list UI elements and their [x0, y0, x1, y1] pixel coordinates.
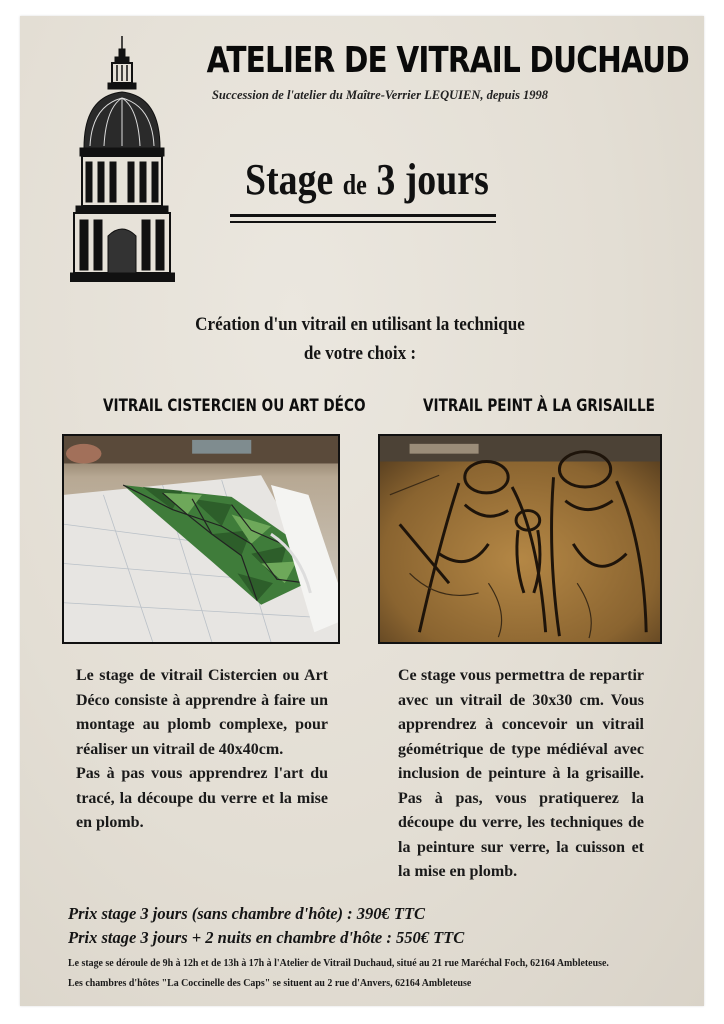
atelier-subtitle: Succession de l'atelier du Maître-Verrier LEQUIEN, depuis 1998: [211, 88, 549, 102]
cistercien-paragraph-1: Le stage de vitrail Cistercien ou Art Déco consiste à apprendre à faire un montage au plomb complexe, pour réaliser un vitrail de 40x40cm.: [76, 667, 328, 758]
cistercien-paragraph-2: Pas à pas vous apprendrez l'art du tracé, la découpe du verre et la mise en plomb.: [76, 765, 328, 831]
grisaille-paragraph-1: Ce stage vous permettra de repartir avec un vitrail de 30x30 cm. Vous apprendrez à concevoir un vitrail géométrique de type médiéval avec inclusion de peinture à la grisaille. Pas à pas, vous pratiquerez la découpe du verre, les techniques de la peinture sur verre, la cuisson et la mise en plomb.: [398, 667, 644, 880]
cistercien-heading: VITRAIL CISTERCIEN OU ART DÉCO: [103, 396, 366, 416]
price-without-room: Prix stage 3 jours (sans chambre d'hôte) : 390€ TTC: [68, 904, 426, 923]
flyer-page: [20, 16, 704, 1006]
green-stained-glass-photo: [62, 434, 340, 644]
intro-line-1: Création d'un vitrail en utilisant la technique: [195, 314, 525, 335]
title-rule: [230, 214, 496, 217]
price-with-room: Prix stage 3 jours + 2 nuits en chambre d'hôte : 550€ TTC: [68, 928, 465, 947]
grisaille-painting-photo: [378, 434, 662, 644]
grisaille-description: [398, 664, 644, 885]
intro-text: [153, 310, 567, 368]
schedule-address-info: Le stage se déroule de 9h à 12h et de 13h à 17h à l'Atelier de Vitrail Duchaud, situé au 21 rue Maréchal Foch, 62164 Ambleteuse.: [68, 957, 609, 969]
title-rule-thin: [230, 221, 496, 223]
grisaille-heading: VITRAIL PEINT À LA GRISAILLE: [423, 396, 655, 416]
dome-illustration: [70, 36, 175, 282]
stage-title: [245, 154, 489, 205]
cistercien-description: [76, 664, 328, 836]
stage-word: Stage: [245, 155, 334, 204]
stage-de: de: [342, 170, 367, 201]
stage-duration: 3 jours: [376, 155, 489, 204]
guesthouse-address-info: Les chambres d'hôtes "La Coccinelle des Caps" se situent au 2 rue d'Anvers, 62164 Ambleteuse: [68, 977, 472, 989]
intro-line-2: de votre choix :: [303, 343, 417, 364]
atelier-title: ATELIER DE VITRAIL DUCHAUD: [206, 40, 689, 81]
